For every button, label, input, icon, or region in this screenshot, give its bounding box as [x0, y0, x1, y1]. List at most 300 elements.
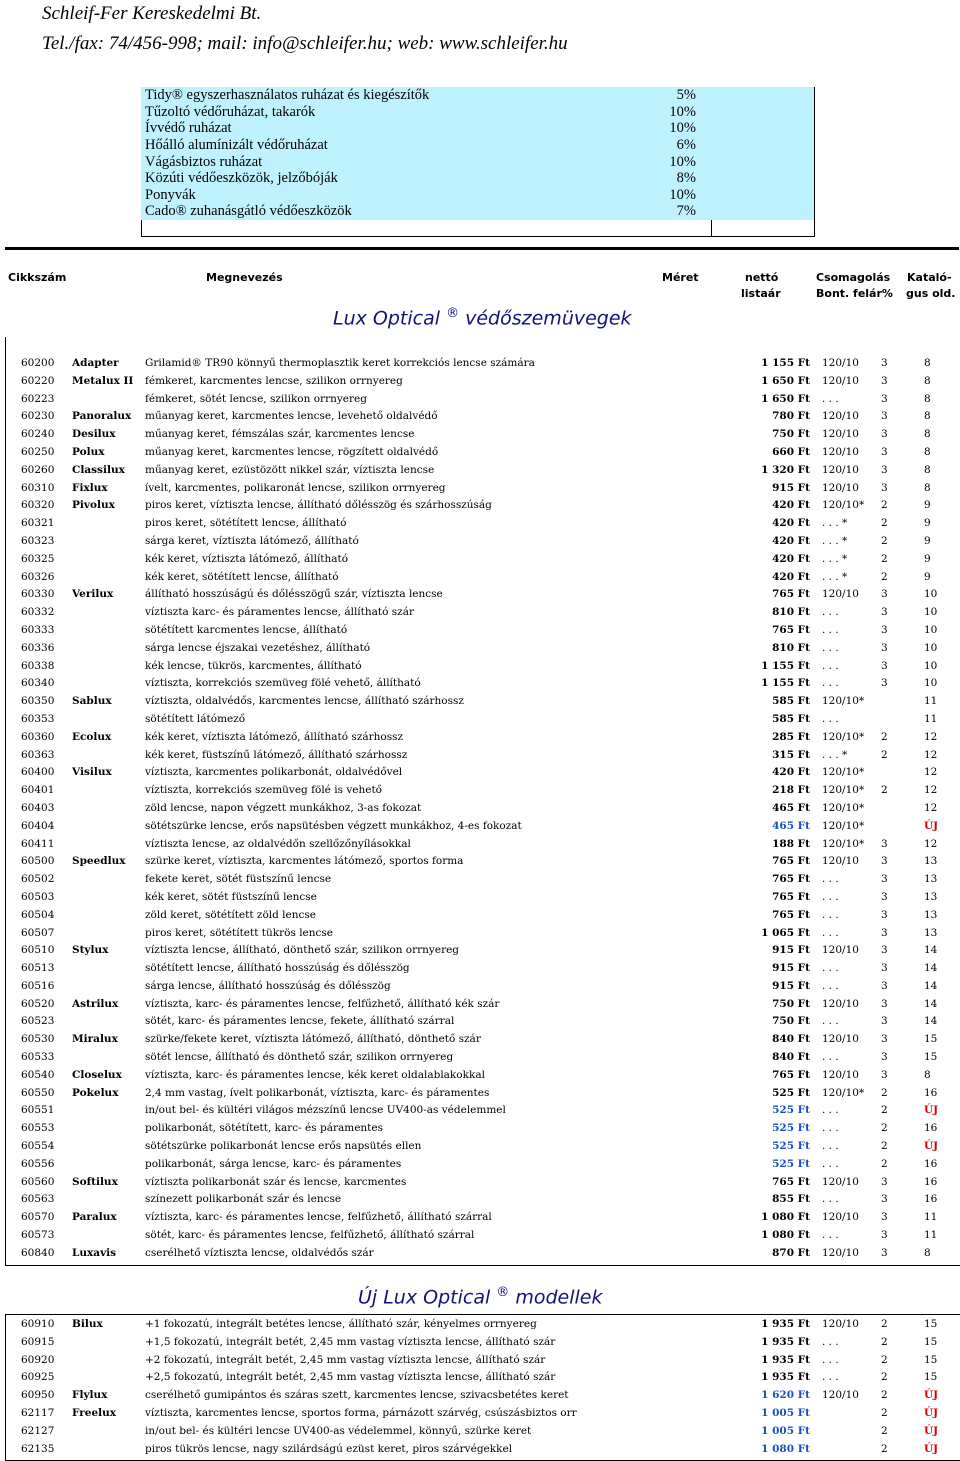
product-extra: 2 — [881, 1353, 888, 1366]
table-row — [0, 1138, 960, 1156]
product-description: sötétített karcmentes lencse, állítható — [145, 623, 348, 636]
product-description: sötétített lencse, állítható hosszúság és dőlésszög — [145, 962, 410, 975]
product-model: Fixlux — [72, 481, 108, 494]
product-code: 60321 — [21, 517, 55, 530]
product-catalog-page: 10 — [924, 659, 938, 672]
product-pack: . . . * — [822, 748, 848, 761]
product-catalog-page: 16 — [924, 1122, 938, 1135]
product-code: 60553 — [21, 1122, 55, 1135]
product-model: Verilux — [72, 588, 114, 601]
product-description: víztiszta polikarbonát szár és lencse, karcmentes — [145, 1175, 407, 1188]
discount-row — [141, 120, 814, 137]
product-price: 750 Ft — [772, 428, 810, 441]
product-code: 60570 — [21, 1211, 55, 1224]
discount-percent: 10% — [580, 187, 814, 204]
product-code: 60338 — [21, 659, 55, 672]
table-row — [0, 1334, 960, 1352]
product-catalog-page: 9 — [924, 552, 931, 565]
product-model: Sablux — [72, 695, 112, 708]
product-description: víztiszta, karc- és páramentes lencse, felfűzhető, állítható szárral — [145, 1211, 492, 1224]
discount-percent: 10% — [580, 120, 814, 137]
product-description: Grilamid® TR90 könnyű thermoplasztik keret korrekciós lencse számára — [145, 357, 535, 369]
product-model: Bilux — [72, 1318, 103, 1330]
product-extra: 3 — [881, 1033, 888, 1046]
product-pack: . . . — [822, 979, 839, 992]
product-price: 1 080 Ft — [761, 1442, 810, 1455]
discount-row — [141, 137, 814, 154]
product-description: polikarbonát, sötétített, karc- és páramentes — [145, 1122, 383, 1135]
product-price: 420 Ft — [772, 499, 810, 512]
product-model: Flylux — [72, 1389, 108, 1402]
product-extra: 3 — [881, 997, 888, 1010]
product-extra: 3 — [881, 463, 888, 476]
product-description: sötétszürke polikarbonát lencse erős napsütés ellen — [145, 1140, 422, 1153]
product-catalog-page: 15 — [924, 1335, 938, 1348]
product-pack: 120/10* — [822, 499, 865, 512]
product-price: 1 005 Ft — [761, 1406, 810, 1419]
product-catalog-page: 14 — [924, 997, 938, 1010]
table-row — [0, 1369, 960, 1387]
product-catalog-page: 16 — [924, 1193, 938, 1206]
table-row — [0, 1352, 960, 1370]
product-extra: 2 — [881, 1122, 888, 1135]
product-price: 915 Ft — [772, 944, 810, 957]
product-description: kék keret, füstszínű látómező, állítható szárhossz — [145, 748, 408, 761]
product-description: cserélhető gumipántos és száras szett, karcmentes lencse, szivacsbetétes keret — [145, 1389, 569, 1402]
product-model: Panoralux — [72, 410, 132, 423]
product-catalog-page: 13 — [924, 855, 938, 868]
product-model: Ecolux — [72, 730, 112, 743]
discount-row — [141, 170, 814, 187]
product-description: kék keret, sötét füstszínű lencse — [145, 890, 317, 903]
product-code: 60920 — [21, 1353, 55, 1366]
product-description: műanyag keret, karcmentes lencse, levehető oldalvédő — [145, 410, 438, 423]
product-code: 60250 — [21, 445, 55, 458]
product-description: in/out bel- és kültéri világos mézszínű lencse UV400-as védelemmel — [145, 1104, 506, 1117]
product-price: 1 155 Ft — [761, 677, 810, 690]
table-row — [0, 960, 960, 978]
discount-row — [141, 104, 814, 121]
product-catalog-page: 13 — [924, 908, 938, 921]
table-row — [0, 675, 960, 693]
product-description: víztiszta, karcmentes polikarbonát, oldalvédővel — [145, 766, 403, 779]
product-pack: . . . — [822, 641, 839, 654]
product-pack: 120/10 — [822, 1389, 859, 1402]
product-extra: 3 — [881, 481, 888, 494]
product-catalog-page: 14 — [924, 962, 938, 975]
product-pack: . . . — [822, 392, 839, 405]
product-price: 765 Ft — [772, 1068, 810, 1081]
product-code: 60516 — [21, 979, 55, 992]
product-description: zöld keret, sötétített zöld lencse — [145, 908, 316, 921]
product-model: Speedlux — [72, 855, 126, 868]
product-extra: 3 — [881, 606, 888, 619]
product-model: Metalux II — [72, 374, 134, 387]
product-description: sötét, karc- és páramentes lencse, fekete, állítható szárral — [145, 1015, 455, 1028]
product-catalog-page: 12 — [924, 801, 938, 814]
product-pack: . . . — [822, 890, 839, 903]
product-pack: . . . * — [822, 517, 848, 530]
product-description: +2 fokozatú, integrált betét, 2,45 mm vastag víztiszta lencse, állítható szár — [145, 1353, 546, 1366]
product-price: 420 Ft — [772, 534, 810, 547]
col-net-1: nettó — [745, 271, 779, 284]
product-code: 60310 — [21, 481, 55, 494]
product-description: víztiszta karc- és páramentes lencse, állítható szár — [145, 606, 414, 619]
discount-table — [141, 87, 814, 220]
product-price: 420 Ft — [772, 570, 810, 583]
product-price: 840 Ft — [772, 1051, 810, 1064]
product-pack: 120/10 — [822, 410, 859, 423]
product-model: Freelux — [72, 1406, 117, 1419]
product-code: 60573 — [21, 1229, 55, 1242]
product-description: szürke/fekete keret, víztiszta látómező, állítható, dönthető szár — [145, 1033, 481, 1046]
product-price: 525 Ft — [772, 1086, 810, 1099]
product-pack: 120/10 — [822, 944, 859, 957]
section-title-lux-optical: Lux Optical ® védőszemüvegek — [333, 306, 632, 330]
product-catalog-page: 10 — [924, 677, 938, 690]
product-catalog-page: 12 — [924, 766, 938, 779]
product-catalog-page: 12 — [924, 784, 938, 797]
product-extra: 3 — [881, 623, 888, 636]
product-price: 765 Ft — [772, 588, 810, 601]
discount-percent: 7% — [580, 203, 814, 220]
product-pack: 120/10* — [822, 837, 865, 850]
product-extra: 3 — [881, 374, 888, 387]
product-description: víztiszta, korrekciós szemüveg fölé vehető, állítható — [145, 677, 421, 690]
product-extra: 3 — [881, 392, 888, 405]
table-row — [0, 1405, 960, 1423]
table-row — [0, 818, 960, 836]
table-row — [0, 1387, 960, 1405]
col-pack-1: Csomagolás — [816, 271, 891, 284]
product-pack: 120/10* — [822, 801, 865, 814]
product-code: 60363 — [21, 748, 55, 761]
product-pack: 120/10 — [822, 445, 859, 458]
product-price: 315 Ft — [772, 748, 810, 761]
product-code: 60563 — [21, 1193, 55, 1206]
product-catalog-page: 10 — [924, 606, 938, 619]
product-code: 60325 — [21, 552, 55, 565]
product-extra: 2 — [881, 1104, 888, 1117]
product-description: kék keret, sötétített lencse, állítható — [145, 570, 339, 583]
product-code: 60556 — [21, 1157, 55, 1170]
table-row — [0, 1441, 960, 1459]
product-catalog-page: 8 — [924, 445, 931, 458]
table-row — [0, 800, 960, 818]
product-catalog-page: 11 — [924, 1229, 938, 1242]
product-price: 765 Ft — [772, 623, 810, 636]
table-row — [0, 853, 960, 871]
product-pack: 120/10 — [822, 428, 859, 441]
col-code: Cikkszám — [8, 271, 67, 284]
discount-name: Hőálló alumínizált védőruházat — [141, 137, 580, 154]
product-catalog-page: 8 — [924, 1068, 931, 1081]
product-extra: 3 — [881, 1175, 888, 1188]
product-pack: . . . — [822, 677, 839, 690]
product-pack: 120/10 — [822, 1211, 859, 1224]
product-code: 60520 — [21, 997, 55, 1010]
product-description: kék lencse, tükrös, karcmentes, állítható — [145, 659, 362, 672]
table-row — [0, 426, 960, 444]
contact-line: Tel./fax: 74/456-998; mail: info@schleifer.hu; web: www.schleifer.hu — [42, 33, 568, 54]
product-price: 870 Ft — [772, 1246, 810, 1259]
product-extra: 3 — [881, 1246, 888, 1259]
product-catalog-page: 10 — [924, 588, 938, 601]
product-pack: . . . — [822, 1140, 839, 1153]
product-code: 60400 — [21, 766, 55, 779]
table-row — [0, 640, 960, 658]
product-pack: 120/10* — [822, 1086, 865, 1099]
product-extra: 3 — [881, 979, 888, 992]
discount-percent: 10% — [580, 104, 814, 121]
product-price: 420 Ft — [772, 552, 810, 565]
product-description: sárga keret, víztiszta látómező, állítható — [145, 534, 359, 547]
product-extra: 2 — [881, 534, 888, 547]
table-row — [0, 444, 960, 462]
product-pack: . . . * — [822, 570, 848, 583]
product-price: 660 Ft — [772, 445, 810, 458]
product-model: Pivolux — [72, 499, 115, 512]
product-pack: . . . * — [822, 552, 848, 565]
product-extra: 2 — [881, 730, 888, 743]
product-model: Desilux — [72, 428, 116, 441]
table-row — [0, 1245, 960, 1263]
product-extra: 3 — [881, 926, 888, 939]
product-extra: 2 — [881, 1157, 888, 1170]
product-description: víztiszta, karcmentes lencse, sportos forma, párnázott szárvég, csúszásbiztos orr — [145, 1406, 577, 1419]
product-catalog-page: 15 — [924, 1371, 938, 1384]
product-pack: . . . — [822, 1229, 839, 1242]
product-extra: 3 — [881, 855, 888, 868]
product-description: polikarbonát, sárga lencse, karc- és páramentes — [145, 1157, 402, 1170]
product-pack: 120/10* — [822, 695, 865, 708]
table-row — [0, 978, 960, 996]
product-description: piros keret, sötétített tükrös lencse — [145, 926, 334, 939]
product-description: műanyag keret, karcmentes lencse, rögzített oldalvédő — [145, 445, 439, 458]
product-code: 60560 — [21, 1175, 55, 1188]
product-price: 1 650 Ft — [761, 392, 810, 405]
table-row — [0, 871, 960, 889]
table-row — [0, 1209, 960, 1227]
product-model: Miralux — [72, 1033, 118, 1046]
product-price: 765 Ft — [772, 873, 810, 886]
product-model: Pokelux — [72, 1086, 119, 1099]
product-description: víztiszta lencse, állítható, dönthető szár, szilikon orrnyereg — [145, 944, 460, 957]
product-catalog-page: 8 — [924, 374, 931, 387]
product-catalog-page: ÚJ — [924, 1424, 939, 1437]
product-price: 218 Ft — [772, 784, 810, 797]
product-catalog-page: ÚJ — [924, 819, 939, 832]
product-price: 285 Ft — [772, 730, 810, 743]
product-extra: 3 — [881, 677, 888, 690]
product-code: 60333 — [21, 623, 55, 636]
product-description: ívelt, karcmentes, polikaronát lencse, szilikon orrnyereg — [145, 481, 446, 494]
product-description: víztiszta, karc- és páramentes lencse, felfűzhető, állítható kék szár — [145, 997, 500, 1010]
product-pack: . . . — [822, 1122, 839, 1135]
product-code: 60260 — [21, 463, 55, 476]
product-price: 585 Ft — [772, 712, 810, 725]
table-row — [0, 408, 960, 426]
table-row — [0, 355, 960, 373]
discount-percent: 10% — [580, 153, 814, 170]
product-extra: 3 — [881, 588, 888, 601]
product-extra: 3 — [881, 1015, 888, 1028]
product-description: műanyag keret, fémszálas szár, karcmentes lencse — [145, 428, 415, 441]
product-code: 60840 — [21, 1246, 55, 1259]
discount-row — [141, 153, 814, 170]
product-code: 60240 — [21, 428, 55, 441]
product-pack: . . . — [822, 908, 839, 921]
product-catalog-page: ÚJ — [924, 1442, 939, 1455]
product-price: 780 Ft — [772, 410, 810, 423]
product-code: 60503 — [21, 890, 55, 903]
product-code: 60353 — [21, 712, 55, 725]
discount-row — [141, 187, 814, 204]
product-pack: 120/10 — [822, 1175, 859, 1188]
product-extra: 2 — [881, 517, 888, 530]
product-description: fekete keret, sötét füstszínű lencse — [145, 873, 332, 886]
table-row — [0, 1156, 960, 1174]
product-pack: . . . — [822, 1157, 839, 1170]
table-row — [0, 658, 960, 676]
table-row — [0, 515, 960, 533]
table-row — [0, 1120, 960, 1138]
product-extra: 2 — [881, 499, 888, 512]
product-catalog-page: 8 — [924, 392, 931, 405]
product-price: 1 005 Ft — [761, 1424, 810, 1437]
product-catalog-page: 9 — [924, 570, 931, 583]
product-description: 2,4 mm vastag, ívelt polikarbonát, víztiszta, karc- és páramentes — [145, 1086, 490, 1099]
product-model: Paralux — [72, 1211, 117, 1224]
product-price: 750 Ft — [772, 1015, 810, 1028]
table-row — [0, 1102, 960, 1120]
product-catalog-page: 11 — [924, 712, 938, 725]
column-header — [5, 247, 959, 302]
table-row — [0, 711, 960, 729]
product-description: víztiszta, korrekciós szemüveg fölé is vehető — [145, 784, 382, 797]
product-extra: 3 — [881, 908, 888, 921]
table-row — [0, 622, 960, 640]
product-model: Closelux — [72, 1068, 122, 1081]
table-row — [0, 462, 960, 480]
discount-name: Ponyvák — [141, 187, 580, 204]
table-row — [0, 586, 960, 604]
product-extra: 2 — [881, 1371, 888, 1384]
product-pack: . . . — [822, 1104, 839, 1117]
table-row — [0, 1227, 960, 1245]
col-pack-2: Bont. felár% — [816, 287, 893, 300]
table-row — [0, 1049, 960, 1067]
product-pack: 120/10 — [822, 855, 859, 868]
product-code: 60500 — [21, 855, 55, 868]
product-extra: 3 — [881, 944, 888, 957]
product-code: 60510 — [21, 944, 55, 957]
product-catalog-page: 8 — [924, 410, 931, 423]
product-catalog-page: 10 — [924, 641, 938, 654]
product-pack: 120/10 — [822, 357, 859, 369]
product-price: 525 Ft — [772, 1140, 810, 1153]
product-code: 60326 — [21, 570, 55, 583]
table-row — [0, 747, 960, 765]
product-catalog-page: 12 — [924, 837, 938, 850]
product-pack: . . . * — [822, 534, 848, 547]
product-model: Astrilux — [72, 997, 119, 1010]
product-pack: . . . — [822, 926, 839, 939]
product-catalog-page: 9 — [924, 534, 931, 547]
product-pack: . . . — [822, 1051, 839, 1064]
product-price: 420 Ft — [772, 766, 810, 779]
product-price: 915 Ft — [772, 962, 810, 975]
table-row — [0, 604, 960, 622]
product-pack: . . . — [822, 1335, 839, 1348]
product-extra: 3 — [881, 890, 888, 903]
product-extra: 2 — [881, 1406, 888, 1419]
product-description: víztiszta, karc- és páramentes lencse, kék keret oldalablakokkal — [145, 1068, 485, 1081]
product-code: 60925 — [21, 1371, 55, 1384]
product-code: 60403 — [21, 801, 55, 814]
table-row — [0, 497, 960, 515]
product-extra: 3 — [881, 357, 888, 369]
table-row — [0, 1067, 960, 1085]
product-extra: 3 — [881, 962, 888, 975]
product-description: zöld lencse, napon végzett munkákhoz, 3-as fokozat — [145, 801, 422, 814]
product-extra: 3 — [881, 659, 888, 672]
product-pack: 120/10* — [822, 730, 865, 743]
section-title-new-models: Új Lux Optical ® modellek — [358, 1285, 603, 1309]
product-price: 525 Ft — [772, 1157, 810, 1170]
product-price: 465 Ft — [772, 819, 810, 832]
product-extra: 2 — [881, 1442, 888, 1455]
product-catalog-page: 14 — [924, 944, 938, 957]
discount-name: Közúti védőeszközök, jelzőbóják — [141, 170, 580, 187]
product-description: piros keret, sötétített lencse, állítható — [145, 517, 347, 530]
product-price: 1 080 Ft — [761, 1211, 810, 1224]
product-catalog-page: 8 — [924, 357, 931, 369]
product-price: 1 155 Ft — [761, 357, 810, 369]
product-price: 840 Ft — [772, 1033, 810, 1046]
product-pack: 120/10 — [822, 1033, 859, 1046]
product-description: sötét, karc- és páramentes lencse, felfűzhető, állítható szárral — [145, 1229, 475, 1242]
product-price: 1 080 Ft — [761, 1229, 810, 1242]
product-code: 62127 — [21, 1424, 55, 1437]
product-pack: 120/10 — [822, 588, 859, 601]
product-extra: 3 — [881, 1211, 888, 1224]
product-description: sötétszürke lencse, erős napsütésben végzett munkákhoz, 4-es fokozat — [145, 819, 522, 832]
product-code: 60550 — [21, 1086, 55, 1099]
product-catalog-page: 13 — [924, 890, 938, 903]
product-code: 60551 — [21, 1104, 55, 1117]
product-catalog-page: 8 — [924, 463, 931, 476]
product-description: +2,5 fokozatú, integrált betét, 2,45 mm vastag víztiszta lencse, állítható szár — [145, 1371, 556, 1384]
product-extra: 2 — [881, 1318, 888, 1330]
product-description: sárga lencse éjszakai vezetéshez, állítható — [145, 641, 371, 654]
product-extra: 2 — [881, 570, 888, 583]
discount-percent: 6% — [580, 137, 814, 154]
table-row — [0, 782, 960, 800]
product-catalog-page: 11 — [924, 1211, 938, 1224]
table-row — [0, 729, 960, 747]
product-pack: 120/10 — [822, 1318, 859, 1330]
product-catalog-page: 15 — [924, 1353, 938, 1366]
table-row — [0, 1316, 960, 1334]
product-catalog-page: 13 — [924, 926, 938, 939]
table-row — [0, 1013, 960, 1031]
product-code: 60540 — [21, 1068, 55, 1081]
product-price: 1 935 Ft — [761, 1318, 810, 1330]
product-description: szürke keret, víztiszta, karcmentes látómező, sportos forma — [145, 855, 464, 868]
table-row — [0, 1191, 960, 1209]
product-price: 1 935 Ft — [761, 1353, 810, 1366]
